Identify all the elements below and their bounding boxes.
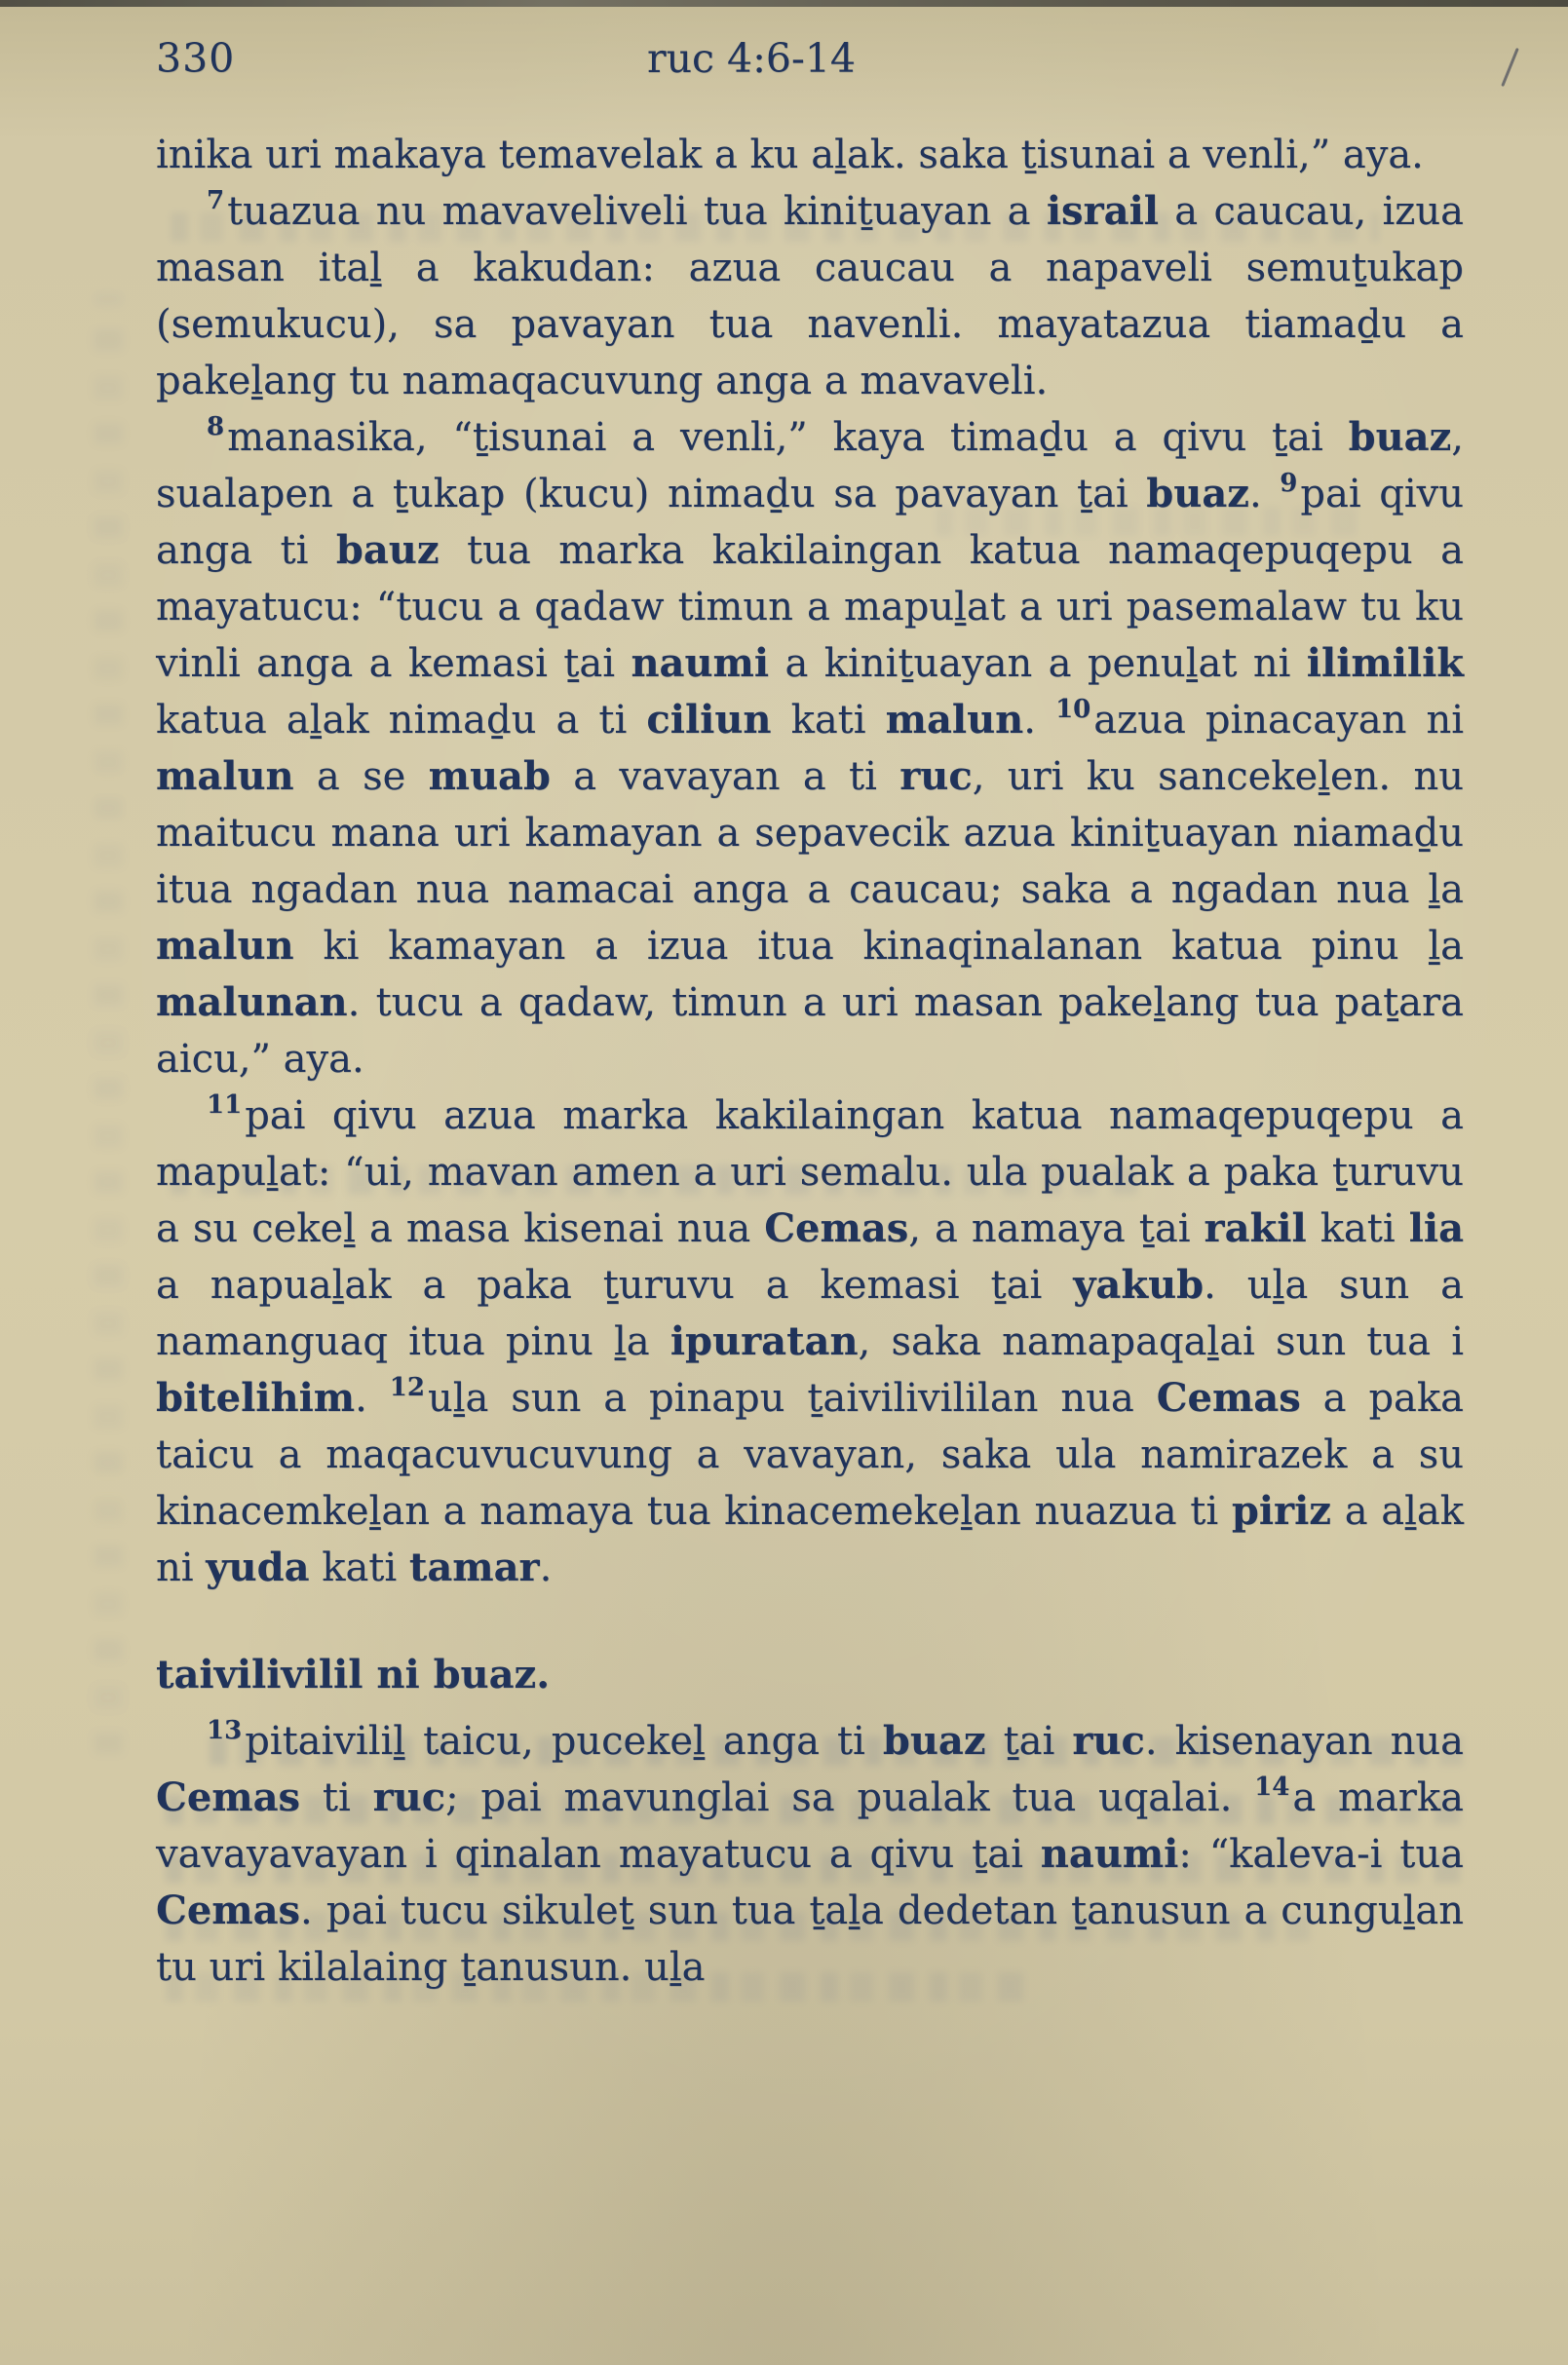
paragraph-verses-13-14	[156, 1713, 1464, 1996]
body-text-run: .	[355, 1376, 390, 1421]
proper-name-bold: lia	[1408, 1205, 1465, 1251]
body-text-run: kati	[1306, 1206, 1409, 1251]
body-text-run: pai qivu anga ti	[156, 472, 1464, 573]
body-text-run: ṯai	[985, 1719, 1073, 1764]
proper-name-bold: ruc	[372, 1774, 446, 1820]
text-block	[156, 127, 1464, 1996]
proper-name-bold: yakub	[1073, 1262, 1205, 1308]
proper-name-bold: ruc	[1072, 1718, 1145, 1764]
proper-name-bold: buaz	[1348, 414, 1452, 460]
body-text-run: a vavayan a ti	[550, 754, 900, 799]
proper-name-bold: bauz	[335, 527, 440, 573]
paragraph-verses-11-12	[156, 1087, 1464, 1596]
proper-name-bold: tamar	[408, 1545, 540, 1590]
body-text-run: ti	[300, 1775, 373, 1820]
proper-name-bold: piriz	[1231, 1488, 1331, 1534]
body-text-run: tua marka kakilaingan katua namaqepuqepu a mayatucu: “tucu a qadaw timun a mapuḻat a uri pasemalaw tu ku vinli anga a kemasi ṯai	[156, 528, 1464, 686]
body-text-run: ; pai mavunglai sa pualak tua uqalai.	[445, 1775, 1255, 1820]
body-text-run: katua aḻak nimaḏu a ti	[156, 698, 647, 743]
proper-name-bold: buaz	[1146, 471, 1249, 516]
proper-name-bold: Cemas	[1156, 1375, 1301, 1421]
proper-name-bold: Cemas	[156, 1888, 301, 1933]
proper-name-bold: malun	[156, 753, 294, 799]
scan-mark-artifact	[1501, 48, 1519, 87]
proper-name-bold: naumi	[631, 640, 770, 686]
verse-number: 7	[207, 185, 225, 215]
body-text-run: : “kaleva-i tua	[1178, 1832, 1464, 1877]
verse-number: 9	[1280, 468, 1298, 498]
verse-number: 10	[1055, 694, 1091, 724]
body-text-run: pai qivu azua marka kakilaingan katua namaqepuqepu a mapuḻat: “ui, mavan amen a uri semalu. ula pualak a paka ṯuruvu a su cekeḻ a masa kisenai nua	[156, 1093, 1464, 1251]
body-text-run: a paka taicu a maqacuvucuvung a vavayan, saka ula namirazek a su kinacemkeḻan a namaya tua kinacemekeḻan nuazua ti	[156, 1376, 1464, 1534]
proper-name-bold: Cemas	[764, 1205, 909, 1251]
body-text-run: . tucu a qadaw, timun a uri masan pakeḻang tua paṯara aicu,” aya.	[156, 980, 1464, 1082]
proper-name-bold: naumi	[1040, 1831, 1179, 1877]
verse-number: 8	[207, 411, 225, 441]
paragraph-verses-8-10	[156, 409, 1464, 1087]
body-text-run: uḻa sun a pinapu ṯaivilivililan nua	[427, 1376, 1157, 1421]
proper-name-bold: malun	[156, 923, 294, 969]
verse-number: 11	[207, 1089, 243, 1120]
body-text-run: tuazua nu mavaveliveli tua kiniṯuayan a	[227, 189, 1047, 234]
body-text-run: a aḻak ni	[156, 1489, 1464, 1590]
body-text-run: , saka namapaqaḻai sun tua i	[858, 1319, 1464, 1364]
body-text-run: pitaiviliḻ taicu, pucekeḻ anga ti	[245, 1719, 883, 1764]
body-text-run: a caucau, izua masan itaḻ a kakudan: azua caucau a napaveli semuṯukap (semukucu), sa pavayan tua navenli. mayatazua tiamaḏu a pakeḻang tu namaqacuvung anga a mavaveli.	[156, 189, 1464, 403]
proper-name-bold: ipuratan	[669, 1318, 859, 1364]
body-text-run: kati	[309, 1545, 409, 1590]
body-text-run: a marka vavayavayan i qinalan mayatucu a qivu ṯai	[156, 1775, 1465, 1877]
body-text-run: , uri ku sancekeḻen. nu maitucu mana uri kamayan a sepavecik azua kiniṯuayan niamaḏu itua ngadan nua namacai anga a caucau; saka a ngadan nua ḻa	[156, 754, 1464, 912]
body-text-run: ki kamayan a izua itua kinaqinalanan katua pinu ḻa	[293, 924, 1464, 969]
proper-name-bold: malunan	[156, 979, 348, 1025]
proper-name-bold: ilimilik	[1306, 640, 1465, 686]
body-text-run: .	[1023, 698, 1056, 743]
proper-name-bold: malun	[885, 697, 1024, 743]
proper-name-bold: rakil	[1204, 1205, 1307, 1251]
verse-number: 12	[389, 1372, 425, 1402]
section-heading: taivilivilil ni buaz.	[156, 1652, 551, 1697]
proper-name-bold: israil	[1046, 188, 1159, 234]
body-text-run: a se	[293, 754, 429, 799]
proper-name-bold: yuda	[206, 1545, 310, 1590]
verse-number: 14	[1254, 1772, 1290, 1802]
body-text-run: azua pinacayan ni	[1093, 698, 1465, 743]
page-number: 330	[156, 35, 236, 82]
body-text-run: manasika, “ṯisunai a venli,” kaya timaḏu a qivu ṯai	[227, 415, 1349, 460]
paragraph-verse-6-continuation	[156, 127, 1464, 183]
body-text-run: a napuaḻak a paka ṯuruvu a kemasi ṯai	[156, 1263, 1074, 1308]
proper-name-bold: ciliun	[646, 697, 772, 743]
proper-name-bold: bitelihim	[156, 1375, 356, 1421]
body-text-run: inika uri makaya temavelak a ku aḻak. saka ṯisunai a venli,” aya.	[156, 133, 1424, 177]
body-text-run: .	[1248, 472, 1281, 516]
body-text-run: . pai tucu sikuleṯ sun tua ṯaḻa dedetan ṯanusun a cunguḻan tu uri kilalaing ṯanusun. uḻa	[156, 1888, 1464, 1990]
proper-name-bold: muab	[428, 753, 551, 799]
body-text-run: , a namaya ṯai	[908, 1206, 1205, 1251]
scan-top-edge-artifact	[0, 0, 1568, 7]
body-text-run: .	[539, 1545, 553, 1590]
proper-name-bold: buaz	[882, 1718, 986, 1764]
running-head: ruc 4:6-14	[646, 35, 856, 82]
body-text-run: . uḻa sun a namanguaq itua pinu ḻa	[156, 1263, 1464, 1364]
bleed-through-artifact	[94, 292, 123, 1754]
body-text-run: , sualapen a ṯukap (kucu) nimaḏu sa pavayan ṯai	[156, 415, 1464, 516]
proper-name-bold: Cemas	[156, 1774, 301, 1820]
paragraph-verse-7	[156, 183, 1464, 409]
verse-number: 13	[207, 1715, 243, 1745]
page-header	[156, 35, 1464, 86]
proper-name-bold: ruc	[899, 753, 973, 799]
body-text-run: a kiniṯuayan a penuḻat ni	[769, 641, 1307, 686]
body-text-run: kati	[771, 698, 886, 743]
body-text-run: . kisenayan nua	[1144, 1719, 1465, 1764]
